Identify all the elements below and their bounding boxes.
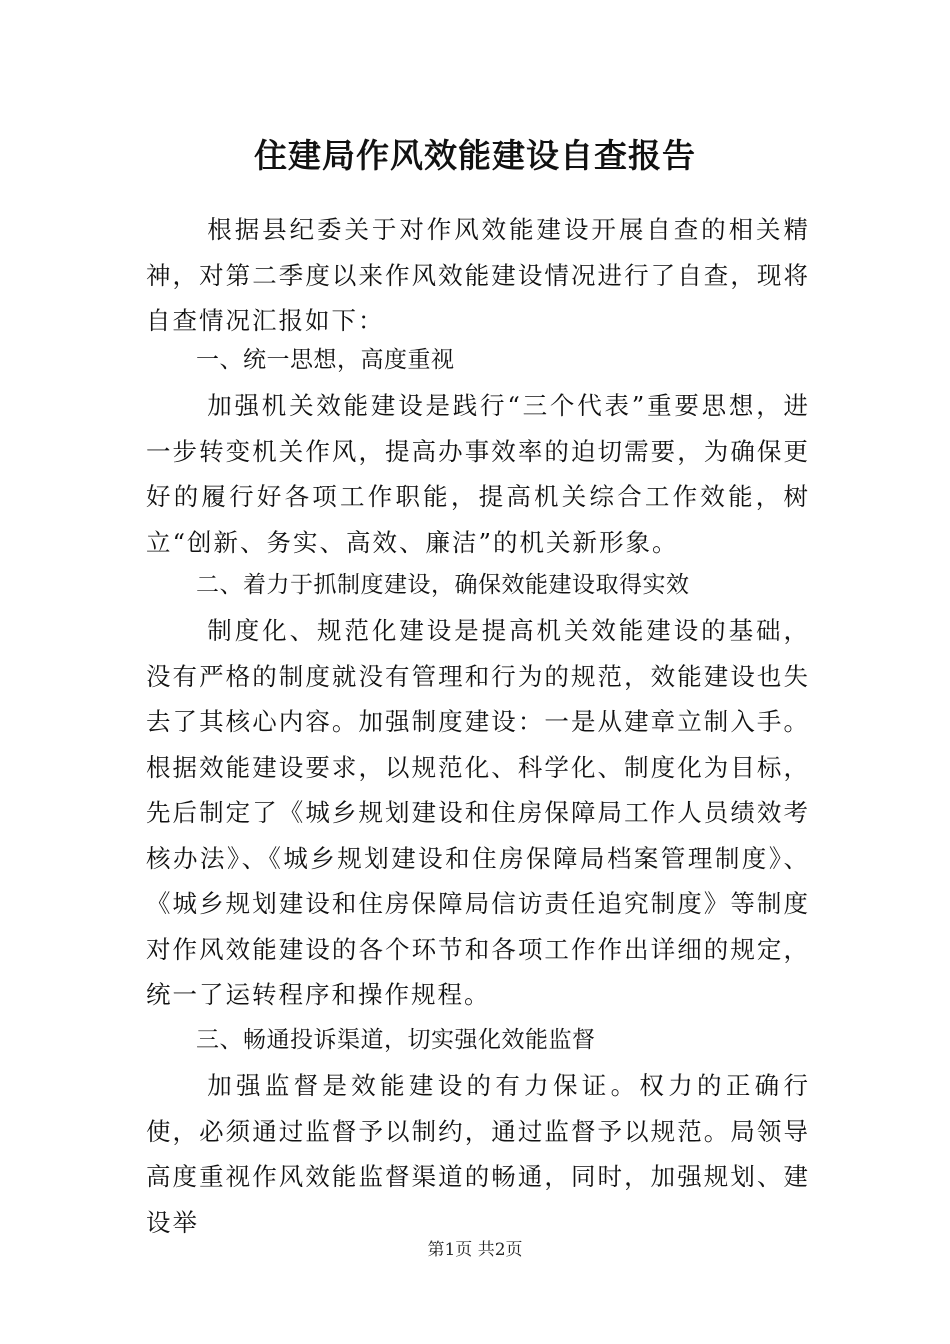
section-1-block <box>146 383 810 565</box>
section-2-heading: 二、着力于抓制度建设，确保效能建设取得实效 <box>196 572 690 598</box>
section-1-heading: 一、统一思想，高度重视 <box>196 347 455 373</box>
section-3-heading: 三、畅通投诉渠道，切实强化效能监督 <box>196 1027 596 1053</box>
section-3-paragraph: 加强监督是效能建设的有力保证。权力的正确行使，必须通过监督予以制约，通过监督予以规范。局领导高度重视作风效能监督渠道的畅通，同时，加强规划、建设举 <box>146 1071 810 1237</box>
section-2-block <box>146 608 810 1018</box>
intro-paragraph: 根据县纪委关于对作风效能建设开展自查的相关精神，对第二季度以来作风效能建设情况进行了自查，现将自查情况汇报如下： <box>146 215 810 335</box>
page-footer: 第1页 共2页 <box>427 1240 523 1260</box>
section-2-paragraph: 制度化、规范化建设是提高机关效能建设的基础，没有严格的制度就没有管理和行为的规范，效能建设也失去了其核心内容。加强制度建设：一是从建章立制入手。根据效能建设要求，以规范化、科学化、制度化为目标，先后制定了《城乡规划建设和住房保障局工作人员绩效考核办法》、《城乡规划建设和住房保障局档案管理制度》、《城乡规划建设和住房保障局信访责任追究制度》等制度对作风效能建设的各个环节和各项工作作出详细的规定，统一了运转程序和操作规程。 <box>146 616 810 1009</box>
intro-block <box>146 207 810 344</box>
section-1-paragraph: 加强机关效能建设是践行“三个代表”重要思想，进一步转变机关作风，提高办事效率的迫切需要，为确保更好的履行好各项工作职能，提高机关综合工作效能，树立“创新、务实、高效、廉洁”的机关新形象。 <box>146 391 810 557</box>
section-3-block <box>146 1063 810 1245</box>
document-title: 住建局作风效能建设自查报告 <box>254 136 696 175</box>
